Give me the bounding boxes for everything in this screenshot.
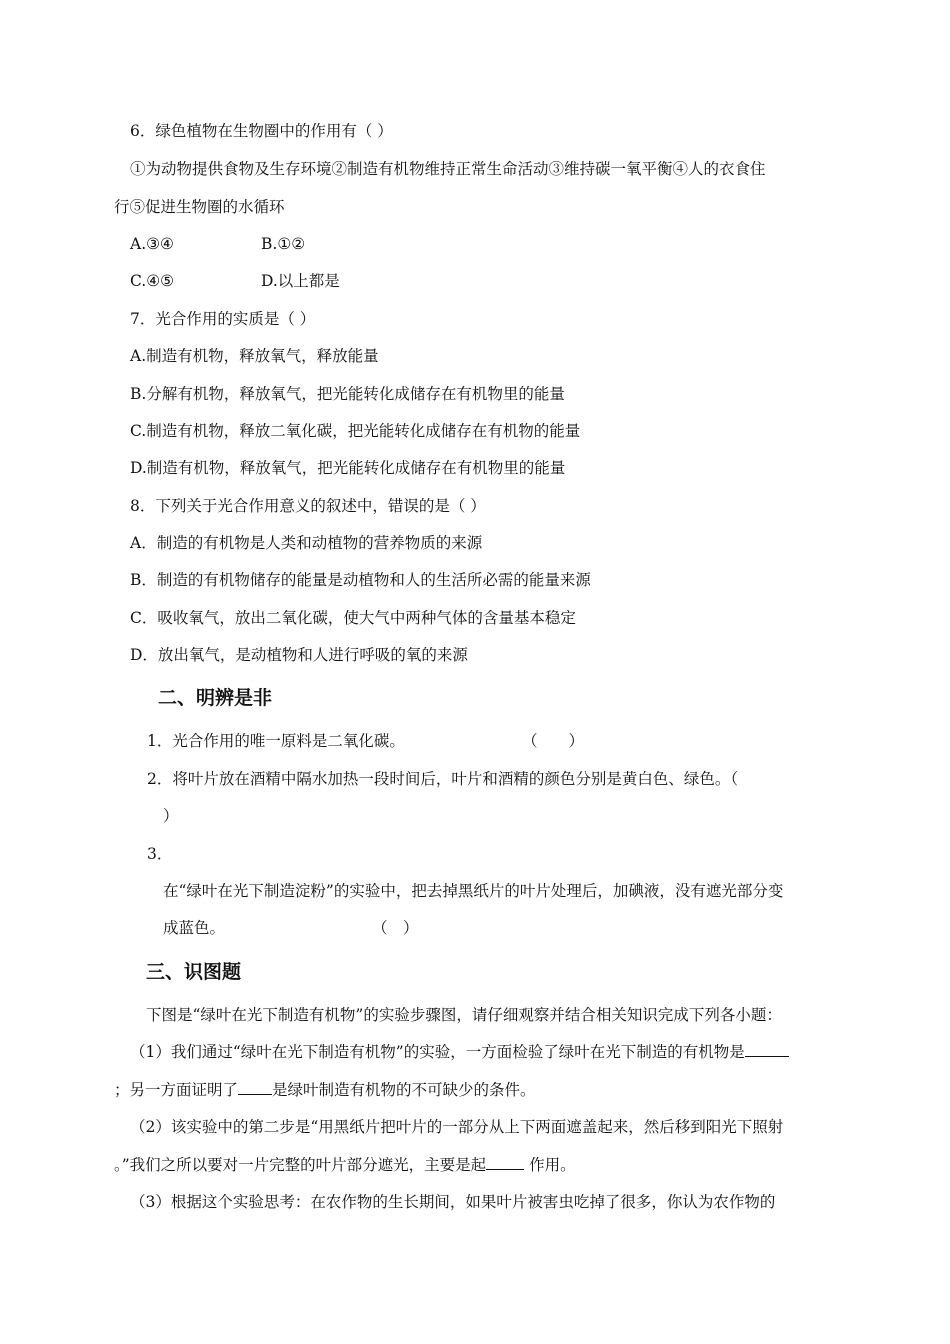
- fill-q1-text: （1）我们通过“绿叶在光下制造有机物”的实验，一方面检验了绿叶在光下制造的有机物是: [130, 1043, 745, 1061]
- q6-option-c: C.④⑤: [130, 272, 175, 290]
- tf2-close-paren: ）: [163, 807, 179, 825]
- fill-q2-text-b: 作用。: [524, 1156, 576, 1174]
- q8-option-b: B．制造的有机物储存的能量是动植物和人的生活所必需的能量来源: [130, 571, 591, 589]
- tf1-text: 1．光合作用的唯一原料是二氧化碳。: [147, 732, 405, 750]
- q7-stem: 7．光合作用的实质是（ ）: [130, 310, 316, 328]
- fill-q3-line1: （3）根据这个实验思考：在农作物的生长期间，如果叶片被害虫吃掉了很多，你认为农作物的: [130, 1193, 776, 1211]
- q6-option-d: D.以上都是: [261, 272, 340, 290]
- section3-heading: 三、识图题: [146, 961, 242, 983]
- tf3-line2: 成蓝色。: [163, 919, 226, 937]
- fill-q1-line2: [114, 1080, 536, 1100]
- q8-option-c: C．吸收氧气，放出二氧化碳，使大气中两种气体的含量基本稳定: [130, 609, 576, 627]
- fill-blank[interactable]: [238, 1080, 272, 1095]
- section2-heading: 二、明辨是非: [158, 687, 273, 709]
- fill-q1-text-b: 是绿叶制造有机物的不可缺少的条件。: [272, 1081, 536, 1099]
- tf1-paren: （ ）: [522, 732, 585, 750]
- q8-option-a: A．制造的有机物是人类和动植物的营养物质的来源: [130, 534, 483, 552]
- fill-q1-line1: [130, 1042, 789, 1062]
- q7-option-c: C.制造有机物，释放二氧化碳，把光能转化成储存在有机物的能量: [130, 422, 581, 440]
- q7-option-a: A.制造有机物，释放氧气，释放能量: [130, 347, 379, 365]
- q6-option-b: B.①②: [261, 235, 306, 253]
- fill-q2-line1: （2）该实验中的第二步是“用黑纸片把叶片的一部分从上下两面遮盖起来，然后移到阳光下照射: [130, 1118, 784, 1136]
- q6-option-a: A.③④: [130, 235, 174, 253]
- fill-q1-text-a: ；另一方面证明了: [114, 1081, 239, 1099]
- tf3-number: 3．: [147, 845, 173, 863]
- q6-text-line2: 行⑤促进生物圈的水循环: [114, 198, 285, 216]
- tf3-paren: （ ）: [372, 919, 419, 937]
- q6-text-line1: ①为动物提供食物及生存环境②制造有机物维持正常生命活动③维持碳一氧平衡④人的衣食住: [130, 160, 766, 178]
- q8-option-d: D．放出氧气，是动植物和人进行呼吸的氧的来源: [130, 646, 468, 664]
- q6-stem: 6．绿色植物在生物圈中的作用有（ ）: [130, 122, 393, 140]
- tf3-line1: 在“绿叶在光下制造淀粉”的实验中，把去掉黑纸片的叶片处理后，加碘液，没有遮光部分变: [163, 882, 784, 900]
- fill-q2-line2: [114, 1155, 576, 1175]
- q7-option-b: B.分解有机物，释放氧气，把光能转化成储存在有机物里的能量: [130, 385, 565, 403]
- fill-blank[interactable]: [486, 1155, 524, 1170]
- fill-blank[interactable]: [745, 1042, 789, 1057]
- section3-intro: 下图是“绿叶在光下制造有机物”的实验步骤图，请仔细观察并结合相关知识完成下列各小题：: [146, 1006, 782, 1024]
- fill-q2-text-a: 。”我们之所以要对一片完整的叶片部分遮光，主要是起: [114, 1156, 487, 1174]
- q8-stem: 8．下列关于光合作用意义的叙述中，错误的是（ ）: [130, 497, 486, 515]
- tf2-text: 2．将叶片放在酒精中隔水加热一段时间后，叶片和酒精的颜色分别是黄白色、绿色。（: [147, 770, 739, 788]
- q7-option-d: D.制造有机物，释放氧气，把光能转化成储存在有机物里的能量: [130, 459, 566, 477]
